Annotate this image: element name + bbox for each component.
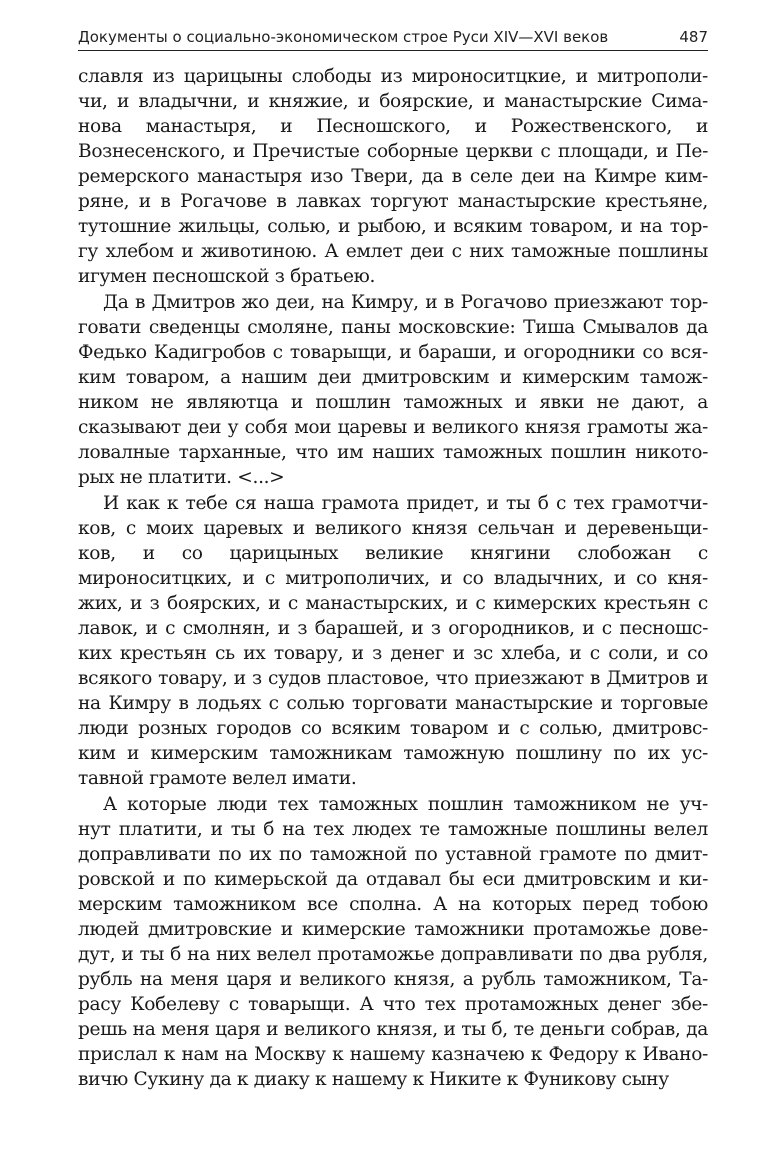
text-line: ких крестьян сь их товару, и з денег и зс хлеба, и с соли, и со <box>78 643 708 664</box>
text-line: рубль на меня царя и великого князя, а рубль таможником, Та- <box>78 969 708 990</box>
page-number: 487 <box>679 28 708 46</box>
text-line: Вознесенского, и Пречистые соборные церкви с площади, и Пе- <box>78 141 708 162</box>
text-line: на Кимру в лодьях с солью торговати манастырские и торговые <box>78 693 708 714</box>
text-line: сказывают деи у собя мои царевы и великого князя грамоты жа- <box>78 417 708 438</box>
paragraph <box>78 290 708 490</box>
text-line: мироноситцких, и с митрополичих, и со владычних, и со кня- <box>78 568 708 589</box>
text-line: вичю Сукину да к диаку к нашему к Никите к Фуникову сыну <box>78 1069 669 1090</box>
text-line: рых не платити. <...> <box>78 467 285 488</box>
text-line: А которые люди тех таможных пошлин таможником не уч- <box>103 794 708 815</box>
text-line: Да в Дмитров жо деи, на Кимру, и в Рогачово приезжают тор- <box>103 292 708 313</box>
text-line: ловалные тарханные, что им наших таможных пошлин никото- <box>78 442 708 463</box>
text-line: ровской и по кимерьской да отдавал бы еси дмитровским и ки- <box>78 869 708 890</box>
text-line: всякого товару, и з судов пластовое, что приезжают в Дмитров и <box>78 668 708 689</box>
running-header <box>78 20 708 51</box>
text-line: чи, и владычни, и княжие, и боярские, и манастырские Сима- <box>78 91 708 112</box>
text-line: гу хлебом и животиною. А емлет деи с них таможные пошлины <box>78 241 708 262</box>
paragraph <box>78 64 708 289</box>
text-line: тутошние жильцы, солью, и рыбою, и всяким товаром, и на тор- <box>78 216 708 237</box>
text-line: ким и кимерским таможникам таможную пошлину по их ус- <box>78 743 708 764</box>
text-line: ким товаром, а нашим деи дмитровским и кимерским тамож- <box>78 367 708 388</box>
text-line: мерским таможником все сполна. А на которых перед тобою <box>78 894 708 915</box>
text-line: дут, и ты б на них велел протаможье доправливати по два рубля, <box>78 944 708 965</box>
text-line: ков, с моих царевых и великого князя сельчан и деревеньщи- <box>78 518 708 539</box>
text-line: людей дмитровские и кимерские таможники протаможье дове- <box>78 919 708 940</box>
text-line: ков, и со царицыных великие княгини слобожан с <box>78 543 708 564</box>
text-line: ником не являютца и пошлин таможных и явки не дают, а <box>78 392 708 413</box>
text-line: говати сведенцы смоляне, паны московские: Тиша Смывалов да <box>78 317 708 338</box>
body-text <box>78 64 708 1092</box>
text-line: расу Кобелеву с товарыщи. А что тех протаможных денег збе- <box>78 994 708 1015</box>
text-line: люди розных городов со всяким товаром и с солью, дмитровс- <box>78 718 708 739</box>
paragraph <box>78 491 708 791</box>
text-line: игумен песношской з братьею. <box>78 266 376 287</box>
text-line: нут платити, и ты б на тех людех те таможные пошлины велел <box>78 819 708 840</box>
text-line: Федько Кадигробов с товарыщи, и бараши, и огородники со вся- <box>78 342 708 363</box>
text-line: доправливати по их по таможной по уставной грамоте по дмит- <box>78 844 708 865</box>
text-line: решь на меня царя и великого князя, и ты б, те деньги собрав, да <box>78 1019 708 1040</box>
paragraph <box>78 792 708 1092</box>
text-line: прислал к нам на Москву к нашему казначею к Федору к Ивано- <box>78 1044 708 1065</box>
text-line: славля из царицыны слободы из мироноситцкие, и митрополи- <box>78 66 708 87</box>
text-line: тавной грамоте велел имати. <box>78 768 357 789</box>
text-line: И как к тебе ся наша грамота придет, и ты б с тех грамотчи- <box>103 493 708 514</box>
text-line: нова манастыря, и Песношского, и Рожественского, и <box>78 116 708 137</box>
text-line: жих, и з боярских, и с манастырских, и с кимерских крестьян с <box>78 593 708 614</box>
text-line: ряне, и в Рогачове в лавках торгуют манастырские крестьяне, <box>78 191 708 212</box>
text-line: лавок, и с смолнян, и з барашей, и з огородников, и с песношс- <box>78 618 708 639</box>
text-line: ремерского манастыря изо Твери, да в селе деи на Кимре ким- <box>78 166 708 187</box>
running-title: Документы о социально-экономическом строе Руси XIV—XVI веков <box>78 28 609 46</box>
